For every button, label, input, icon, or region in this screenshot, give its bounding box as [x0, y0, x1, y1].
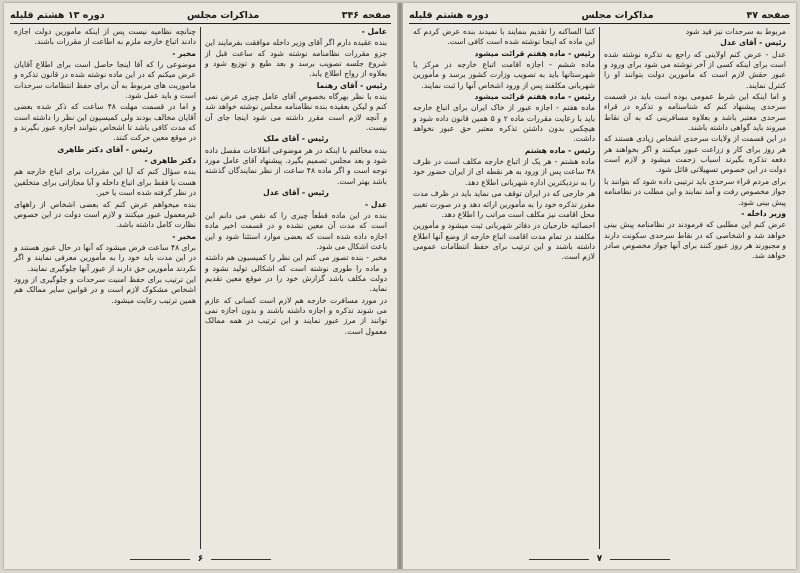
speaker-label: عدل - — [365, 199, 387, 209]
page-header — [10, 7, 391, 24]
speaker-label: مخبر - — [172, 231, 196, 241]
paragraph: مربوط به سرحدات نیز قید شود — [685, 27, 786, 36]
page-number: صفحه ۴۷ — [746, 9, 790, 21]
paragraph: عدل - عرض کنم اولاینی که راجع به تذکره نوشته شده است برای اینکه کسی از آخر نوشته می شود برای ورود و عبور حقش لازم است که مأمورین دولت بتوانند او را کنترل نمایند. — [604, 49, 786, 90]
paragraph: موضوعی را که آقا اینجا حاصل است برای اطلاع آقایان عرض میکنم که در این ماده نوشته شده در قانون تذکره و ماموریت های مربوط به آن برای حفظ انتظامات سرحدات است و باید عمل شود. — [14, 60, 196, 101]
paragraph: این ترتیب برای حفظ امنیت سرحدات و جلوگیری از ورود اشخاص مشکوک لازم است و در قوانین سایر ممالک هم همین ترتیب رعایت میشود. — [14, 274, 196, 305]
paragraph: ماده هشتم - هر یک از اتباع خارجه مکلف است در ظرف ۴۸ ساعت پس از ورود به هر نقطه ای از ایران حضور خود را به نزدیکترین اداره شهربانی اطلاع دهد. — [413, 157, 595, 187]
footer-rule — [211, 559, 271, 560]
paragraph: بنده میخواهم عرض کنم که بعضی اشخاص از راههای غیرمعمول عبور میکنند و لازم است دولت در این خصوص نظارت کامل داشته باشد. — [14, 199, 196, 230]
page-header — [409, 7, 790, 24]
paragraph: در این قسمت از ولایات سرحدی اشخاص زیادی هستند که هر روز برای کار و زراعت عبور میکنند و اگر بخواهند هر دفعه تذکره بگیرند اسباب زحمت میشود و لازم است دولت در این خصوص تسهیلاتی قائل شود. — [604, 134, 786, 175]
footer-rule — [610, 559, 670, 560]
column-left — [10, 27, 200, 549]
newspaper-spread — [4, 3, 796, 569]
speaker-label: رئیس - آقای عدل — [720, 38, 786, 48]
paragraph: ماده هفتم - اجازه عبور از خاک ایران برای اتباع خارجه باید با رعایت مقررات ماده ۲ و ۵ همین قانون داده شود و هیچکس بدون داشتن تذکره معتبر حق عبور نخواهد داشت. — [413, 103, 596, 144]
paragraph: عرض کنم این مطلبی که فرمودند در نظامنامه پیش بینی خواهد شد و اشخاصی که در نقاط سرحدی سکونت دارند و مجبورند هر روز عبور کنند برای آنها جواز مخصوص صادر خواهد شد. — [604, 220, 786, 261]
paragraph: کتبا الساکنه را تقدیم بنمایند با نمیدند بنده عرض کردم که این ماده که اینجا نوشته شده است کافی است. — [413, 27, 595, 47]
paragraph: برای مردم قراء سرحدی باید ترتیبی داده شود که بتوانند با جواز مخصوص رفت و آمد نمایند و این مطلب در نظامنامه پیش بینی شود. — [604, 176, 786, 207]
paragraph: بنده مخالفم با اینکه در هر موضوعی اطلاعات مفصل داده شود و بعد مجلس تصمیم بگیرد. پیشنهاد آقای عامل مورد توجه است و اگر ماده ۴۸ ساعت از نظر نمایندگان گذشته باشد بهتر است. — [205, 145, 387, 186]
paragraph: و اما در قسمت مهلت ۴۸ ساعت که ذکر شده بعضی آقایان مخالف بودند ولی کمیسیون این نظر را داشته است که مدت کافی باشد تا اشخاص بتوانند اجازه عبور بگیرند و در موقع معین حرکت کنند. — [14, 102, 196, 143]
speaker-label: رئیس - ماده هشتم — [524, 145, 595, 155]
section-heading: رئیس - آقای ملک — [263, 134, 329, 144]
column-right — [201, 27, 391, 549]
session-label: دوره هشتم قلیله — [409, 9, 489, 21]
speaker-label: عامل - — [361, 27, 387, 36]
speaker-label: رئیس - ماده هفتم قرائت میشود — [474, 92, 595, 102]
right-page — [403, 3, 796, 569]
footer-number: ۶ — [197, 554, 204, 564]
paragraph: بنده عقیده دارم اگر آقای وزیر داخله موافقت بفرمایند این جزو مقررات نظامنامه نوشته شود که ساعت قبل از شروع جلسه تصویب برسد و بعد طبع و توزیع شود و بعلاوه از رواج اطلاع یابد. — [205, 38, 387, 79]
section-heading: رئیس - آقای عدل — [263, 188, 329, 198]
text-columns — [10, 27, 391, 549]
column-left — [409, 27, 599, 549]
session-label: دوره ۱۳ هشتم قلیله — [10, 9, 105, 21]
footer-number: ۷ — [596, 554, 603, 564]
column-divider — [200, 27, 201, 549]
paragraph: بنده در این ماده قطعاً چیزی را که نقص می دانم این است که مدت آن معین نشده و در قسمت اخیر ماده اجازه داده شده است که بعضی موارد استثنا شود و این باعث اشکال می شود. — [205, 210, 387, 251]
paragraph: ماده ششم - اجازه اقامت اتباع خارجه در مرکز یا شهرستانها باید به تصویب وزارت کشور برسد و مأمورین شهربانی مکلفند پس از ورود اشخاص آنها را ثبت نمایند. — [413, 60, 595, 90]
paragraph: هر خارجی که در ایران توقف می نماید باید در ظرف مدت مقرر تذکره خود را به مأمورین ارائه دهد و در صورت تغییر محل اقامت نیز مکلف است مراتب را اطلاع دهد. — [413, 189, 595, 219]
page-footer — [4, 552, 397, 566]
paragraph: و اما اینکه این شرط عمومی بوده است باید در قسمت سرحدی پیشنهاد کنم که شناسنامه و تذکره در قراء سرحدی معتبر باشد و بعلاوه مسافرینی که به آن نقاط میروند باید گواهی داشته باشند. — [604, 92, 786, 133]
paragraph: مخبر - بنده تصور می کنم این نظر را کمیسیون هم داشته و ماده را طوری نوشته است که اشکالی تولید نشود و دولت مکلف باشد گزارش خود را در موقع معین تقدیم نماید. — [205, 253, 387, 294]
speaker-label: رئیس - ماده هفتم قرائت میشود — [474, 48, 595, 58]
paragraph: چنانچه نظامیه نیست پس از اینکه مأمورین دولت اجازه دادند اتباع خارجه ملزم به اطاعت از مقررات باشند. — [14, 27, 196, 47]
page-number: صفحه ۳۴۶ — [341, 9, 391, 21]
speaker-label: مخبر - — [172, 48, 196, 58]
page-title: مذاکرات مجلس — [581, 9, 654, 21]
column-right — [600, 27, 790, 549]
column-divider — [599, 27, 600, 549]
page-footer — [403, 552, 796, 566]
paragraph: برای ۴۸ ساعت فرض میشود که آنها در حال عبور هستند و در این مدت باید خود را به مأمورین معرفی نمایند و اگر نکردند مأمورین حق دارند از عبور آنها جلوگیری نمایند. — [14, 242, 196, 273]
paragraph: در مورد مسافرت خارجه هم لازم است کسانی که عازم می شوند تذکره و اجازه داشته باشند و بدون اجازه نمی توانند از مرز عبور نمایند و این ترتیب در همه ممالک معمول است. — [205, 295, 387, 336]
text-columns — [409, 27, 790, 549]
speaker-label: رئیس - آقای رهنما — [316, 80, 387, 90]
left-page — [4, 3, 397, 569]
footer-rule — [130, 559, 190, 560]
paragraph: بنده سؤال کنم که آیا این مقررات برای اتباع خارجه هم هست یا فقط برای اتباع داخله و آیا مجازاتی برای متخلفین در نظر گرفته شده است یا خیر. — [14, 167, 196, 198]
section-heading: رئیس - آقای دکتر طاهری — [57, 144, 153, 154]
speaker-label: وزیر داخله - — [741, 208, 786, 218]
footer-rule — [529, 559, 589, 560]
paragraph: احصائیه خارجیان در دفاتر شهربانی ثبت میشود و مأمورین مکلفند در تمام مدت اقامت اتباع خارجه از وضع آنها اطلاع داشته باشند و این ترتیب برای حفظ انتظامات عمومی لازم است. — [413, 221, 595, 262]
paragraph: بنده با نظر بهرگاه بخصوص آقای عامل چیزی عرض نمی کنم و لیکن بعقیده بنده نظامنامه مجلس نوشته خواهد شد و آنچه لازم است مقرر داشته می شود اینجا جای آن نیست. — [205, 92, 387, 133]
speaker-label: دکتر طاهری - — [144, 156, 196, 166]
page-title: مذاکرات مجلس — [187, 9, 260, 21]
